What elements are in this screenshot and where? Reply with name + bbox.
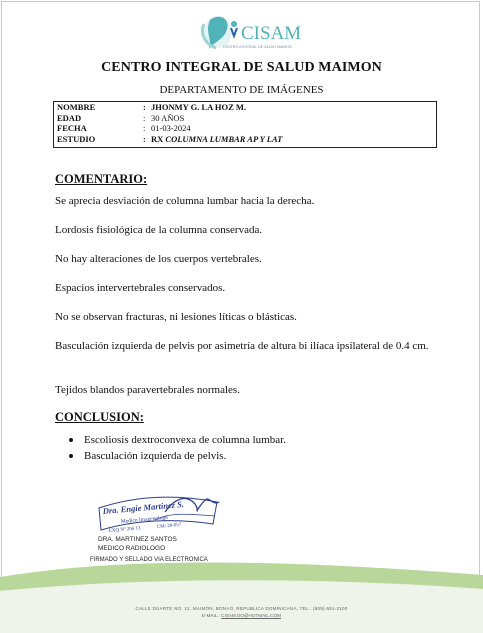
stamp-cm: CM: 20-057 [156,522,182,530]
study-description: COLUMNA LUMBAR AP Y LAT [165,133,283,144]
signatory-name: DRA. MARTINEZ SANTOS [98,536,177,543]
stamp-name: Dra. Engie Martinez S. [102,498,185,516]
info-row-name [57,102,436,113]
conclusion-text: Escoliosis dextroconvexa de columna lumbar. [84,434,286,446]
signatory-block [98,536,177,553]
comment-paragraph: No hay alteraciones de los cuerpos vertebrales. [55,253,262,265]
footer-address: CALLE DUARTE NO. 12, MAIMÓN, BONAO, REPUBLICA DOMINICANA, TEL.: (809)-551-2100 [135,606,348,611]
signatory-role: MEDICO RADIOLOGO [98,544,166,552]
study-type [151,134,282,145]
logo-tagline: CENTRO INTEGRAL DE SALUD MAIMON [223,45,292,49]
info-row-age [57,113,436,124]
logo-name: CISAM [241,23,302,44]
bullet-icon [69,454,73,458]
info-key: FECHA [57,123,87,133]
info-key: ESTUDIO [57,133,96,144]
stamp-exq: EXQ Nº 206 13 [108,526,141,534]
comment-heading: COMENTARIO: [55,172,148,186]
study-prefix: RX [151,133,164,144]
info-sep: : [143,112,146,123]
info-row-study [57,134,436,145]
info-row-date [57,123,436,134]
patient-info-box [53,101,437,148]
comment-paragraph: Lordosis fisiológica de la columna conservada. [55,224,263,236]
patient-age: 30 AÑOS [151,112,185,123]
footer-email-line [0,613,483,618]
patient-name: JHONMY G. LA HOZ M. [151,102,247,112]
signature-note: FIRMADO Y SELLADO VIA ELECTRONICA [90,557,208,563]
info-sep: : [143,123,146,133]
cisam-logo [190,10,305,55]
info-sep: : [143,102,146,112]
study-date: 01-03-2024 [151,123,191,133]
bullet-icon [69,438,73,442]
info-key: NOMBRE [57,102,96,112]
comment-paragraph: Se aprecia desviación de columna lumbar hacia la derecha. [55,195,315,207]
footer-email-link[interactable]: CISAM.DO@HOTMAIL.COM [221,613,281,618]
conclusion-text: Basculación izquierda de pelvis. [84,450,227,462]
comment-paragraph: No se observan fracturas, ni lesiones líticas o blásticas. [55,311,297,323]
signature-stamp [95,490,225,540]
conclusion-item [66,448,426,464]
stamp-title: Medico Imagenologo [120,514,169,525]
conclusion-heading: CONCLUSION: [55,410,144,424]
info-key: EDAD [57,112,82,123]
comment-paragraph: Espacios intervertebrales conservados. [55,282,226,294]
footer-email-label: E-MAIL.: [202,613,220,618]
info-sep: : [143,133,146,144]
conclusion-item [66,432,426,448]
footer-wave [0,555,483,633]
conclusion-list [66,432,426,464]
comment-paragraph: Basculación izquierda de pelvis por asimetría de altura bi ilíaca ipsilateral de 0.4 cm. [55,340,429,352]
department-title: DEPARTAMENTO DE IMÁGENES [159,84,324,96]
page-title: CENTRO INTEGRAL DE SALUD MAIMON [101,60,382,75]
comment-paragraph: Tejidos blandos paravertebrales normales. [55,384,240,396]
